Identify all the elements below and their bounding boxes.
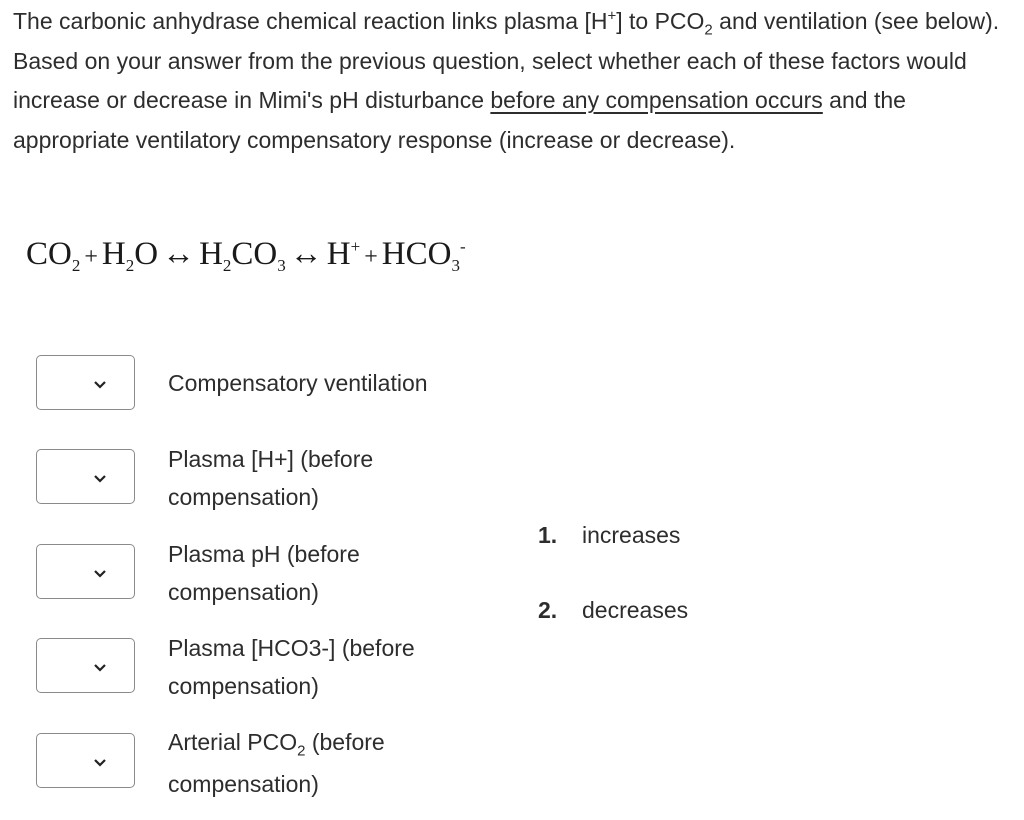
row-label bbox=[168, 721, 498, 805]
eq-h2co3: CO bbox=[231, 236, 278, 272]
option-text: increases bbox=[582, 522, 681, 548]
chevron-down-icon bbox=[93, 569, 107, 579]
row-label: Plasma pH (before compensation) bbox=[168, 541, 360, 605]
answer-dropdown[interactable] bbox=[36, 449, 135, 504]
eq-h-ion: H bbox=[326, 236, 351, 272]
row-label-part: Arterial PCO bbox=[168, 729, 298, 755]
answer-dropdown[interactable] bbox=[36, 355, 135, 410]
eq-subscript: 2 bbox=[71, 256, 81, 275]
chevron-down-icon bbox=[93, 474, 107, 484]
chevron-down-icon bbox=[93, 663, 107, 673]
superscript: + bbox=[607, 7, 617, 25]
answer-dropdown[interactable] bbox=[36, 544, 135, 599]
subscript: 2 bbox=[297, 742, 306, 760]
eq-h2o: O bbox=[134, 236, 159, 272]
eq-subscript: 3 bbox=[277, 256, 286, 275]
question-text-part: The carbonic anhydrase chemical reaction links plasma [H bbox=[13, 8, 608, 34]
carbonic-anhydrase-equation bbox=[26, 236, 466, 273]
row-label: Compensatory ventilation bbox=[168, 370, 428, 396]
question-text-part: ] to PCO bbox=[616, 8, 705, 34]
eq-superscript: + bbox=[350, 237, 361, 256]
option-item bbox=[538, 515, 688, 590]
eq-double-arrow: ↔ bbox=[289, 236, 323, 272]
eq-double-arrow: ↔ bbox=[162, 236, 196, 272]
eq-h2o: H bbox=[101, 236, 126, 272]
option-item bbox=[538, 590, 688, 665]
eq-subscript: 3 bbox=[451, 256, 460, 275]
answer-options-list bbox=[538, 515, 688, 665]
row-label-part: (before compensation) bbox=[168, 729, 385, 797]
row-label: Plasma [HCO3-] (before compensation) bbox=[168, 635, 415, 699]
option-number: 2. bbox=[538, 597, 558, 623]
option-number: 1. bbox=[538, 522, 558, 548]
eq-h2co3: H bbox=[199, 236, 223, 272]
eq-bicarbonate: HCO bbox=[381, 236, 452, 272]
subscript: 2 bbox=[704, 21, 713, 39]
chevron-down-icon bbox=[93, 380, 107, 390]
eq-plus: + bbox=[84, 244, 98, 270]
eq-subscript: 2 bbox=[222, 256, 232, 275]
underlined-emphasis: before any compensation occurs bbox=[490, 87, 823, 113]
eq-superscript: - bbox=[459, 237, 466, 256]
row-label: Plasma [H+] (before compensation) bbox=[168, 446, 374, 510]
question-text-part: and ventilation (see below). Based on your answer from the previous question, select whether each of these factors would increase or decrease in Mimi's pH disturbance bbox=[13, 8, 1000, 113]
question-text bbox=[13, 2, 1013, 160]
eq-co2: CO bbox=[26, 236, 72, 272]
chevron-down-icon bbox=[93, 758, 107, 768]
eq-subscript: 2 bbox=[125, 256, 135, 275]
question-text-part: and the appropriate ventilatory compensatory response (increase or decrease). bbox=[13, 87, 906, 153]
answer-dropdown[interactable] bbox=[36, 733, 135, 788]
answer-dropdown[interactable] bbox=[36, 638, 135, 693]
option-text: decreases bbox=[582, 597, 689, 623]
eq-plus: + bbox=[364, 244, 378, 270]
